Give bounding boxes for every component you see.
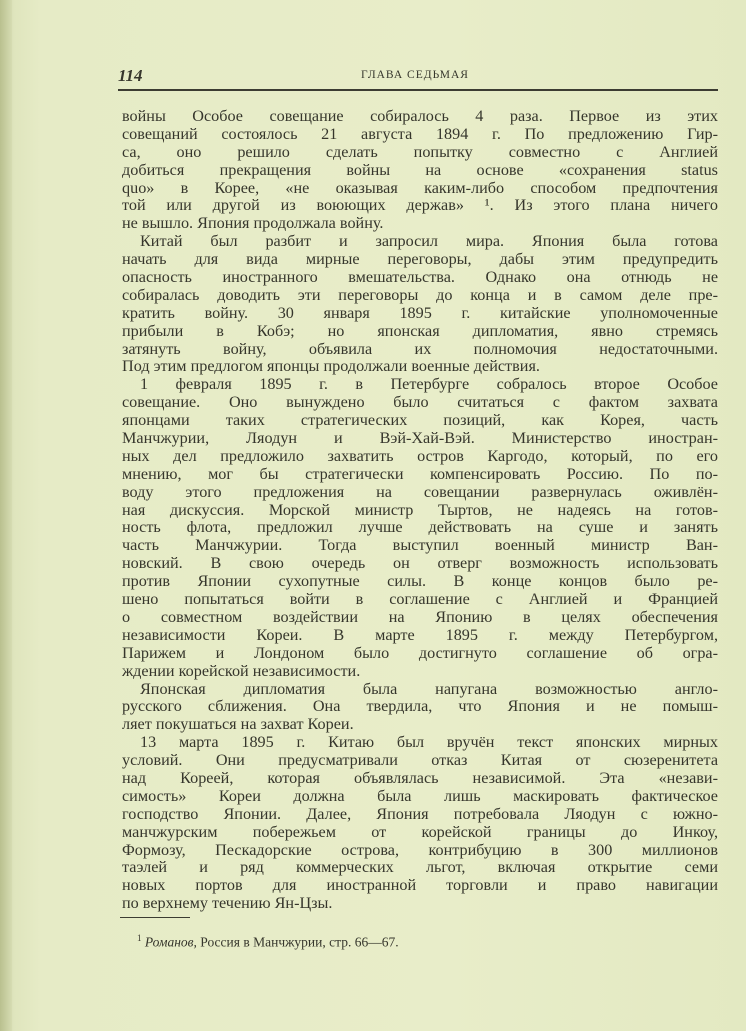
page-number: 114 — [118, 66, 143, 85]
text-line: совещаний состоялось 21 августа 1894 г. По предложению Гир- — [122, 124, 718, 143]
text-line: русского сближения. Она твердила, что Япония и не помыш- — [122, 697, 718, 716]
text-line: 1 февраля 1895 г. в Петербурге собралось второе Особое — [140, 375, 718, 394]
footnote-marker: 1 — [137, 933, 142, 943]
page-edge-shadow — [0, 0, 12, 1031]
text-line: новых портов для иностранной торговли и право навигации — [122, 876, 718, 895]
header-rule — [118, 89, 718, 91]
text-line: не вышло. Япония продолжала войну. — [122, 214, 384, 233]
text-line: манчжурским побережьем от корейской границы до Инкоу, — [122, 822, 718, 841]
text-line: ных дел предложило захватить остров Каргодо, который, по его — [122, 446, 718, 465]
text-line: совещание. Оно вынуждено было считаться с фактом захвата — [122, 393, 718, 412]
running-head: ГЛАВА СЕДЬМАЯ — [361, 69, 469, 81]
text-line: войны Особое совещание собиралось 4 раза. Первое из этих — [122, 107, 718, 125]
paragraph — [122, 734, 718, 913]
text-line: господство Японии. Далее, Япония потребовала Ляодун с южно- — [122, 804, 718, 823]
paragraph — [122, 376, 718, 680]
text-line: новский. В свою очередь он отверг возможность использовать — [122, 554, 718, 573]
text-line: Парижем и Лондоном было достигнуто соглашение об огра- — [122, 643, 718, 662]
text-line: Формозу, Пескадорские острова, контрибуцию в 300 миллионов — [122, 840, 718, 859]
text-line: опасность иностранного вмешательства. Однако она отнюдь не — [122, 268, 718, 287]
footnote — [137, 933, 399, 951]
text-line: симость» Кореи должна была лишь маскировать фактическое — [122, 786, 718, 805]
text-line: Под этим предлогом японцы продолжали военные действия. — [122, 357, 540, 376]
footnote-author: Романов, — [144, 934, 197, 950]
text-line: добиться прекращения войны на основе «сохранения status — [122, 160, 718, 179]
text-line: часть Манчжурии. Тогда выступил военный министр Ван- — [122, 536, 718, 555]
text-line: Китай был разбит и запросил мира. Япония была готова — [140, 232, 718, 251]
text-line: воду этого предложения на совещании развернулась оживлён- — [122, 482, 718, 501]
text-line: таэлей и ряд коммерческих льгот, включая открытие семи — [122, 858, 718, 877]
paragraph — [122, 108, 718, 233]
text-line: начать для вида мирные переговоры, дабы этим предупредить — [122, 250, 718, 269]
text-line: прибыли в Кобэ; но японская дипломатия, явно стремясь — [122, 321, 718, 340]
body-text — [122, 108, 718, 913]
text-line: собиралась доводить эти переговоры до конца и в самом деле пре- — [122, 285, 718, 304]
footnote-text: Россия в Манчжурии, стр. 66—67. — [196, 934, 399, 950]
text-line: по верхнему течению Ян-Цзы. — [122, 894, 333, 913]
text-line: независимости Кореи. В марте 1895 г. между Петербургом, — [122, 625, 718, 644]
text-line: са, оно решило сделать попытку совместно с Англией — [122, 142, 718, 161]
text-line: 13 марта 1895 г. Китаю был вручён текст японских мирных — [140, 733, 718, 752]
text-line: ждении корейской независимости. — [122, 661, 361, 680]
paragraph — [122, 233, 718, 376]
footnote-rule — [120, 917, 190, 918]
text-line: о совместном воздействии на Японию в целях обеспечения — [122, 607, 718, 626]
text-line: ность флота, предложил лучше действовать на суше и занять — [122, 518, 718, 537]
paragraph — [122, 681, 718, 735]
text-line: кратить войну. 30 января 1895 г. китайские уполномоченные — [122, 303, 718, 322]
text-line: Японская дипломатия была напугана возможностью англо- — [140, 679, 718, 698]
text-line: условий. Они предусматривали отказ Китая от сюзеренитета — [122, 751, 718, 770]
text-line: японцами таких стратегических позиций, как Корея, часть — [122, 411, 718, 430]
text-line: над Кореей, которая объявлялась независимой. Эта «незави- — [122, 768, 718, 787]
text-line: Манчжурии, Ляодун и Вэй-Хай-Вэй. Министерство иностран- — [122, 429, 718, 448]
text-line: ляет покушаться на захват Кореи. — [122, 715, 354, 734]
text-line: против Японии сухопутные силы. В конце концов было ре- — [122, 572, 718, 591]
text-line: шено попытаться войти в соглашение с Англией и Францией — [122, 590, 718, 609]
text-line: той или другой из воюющих держав» ¹. Из этого плана ничего — [122, 196, 718, 215]
text-line: затянуть войну, объявила их полномочия недостаточными. — [122, 339, 718, 358]
text-line: quo» в Корее, «не оказывая каким-либо способом предпочтения — [122, 178, 718, 197]
text-line: мнению, мог бы стратегически компенсировать Россию. По по- — [122, 464, 718, 483]
text-line: ная дискуссия. Морской министр Тыртов, не надеясь на готов- — [122, 500, 718, 519]
